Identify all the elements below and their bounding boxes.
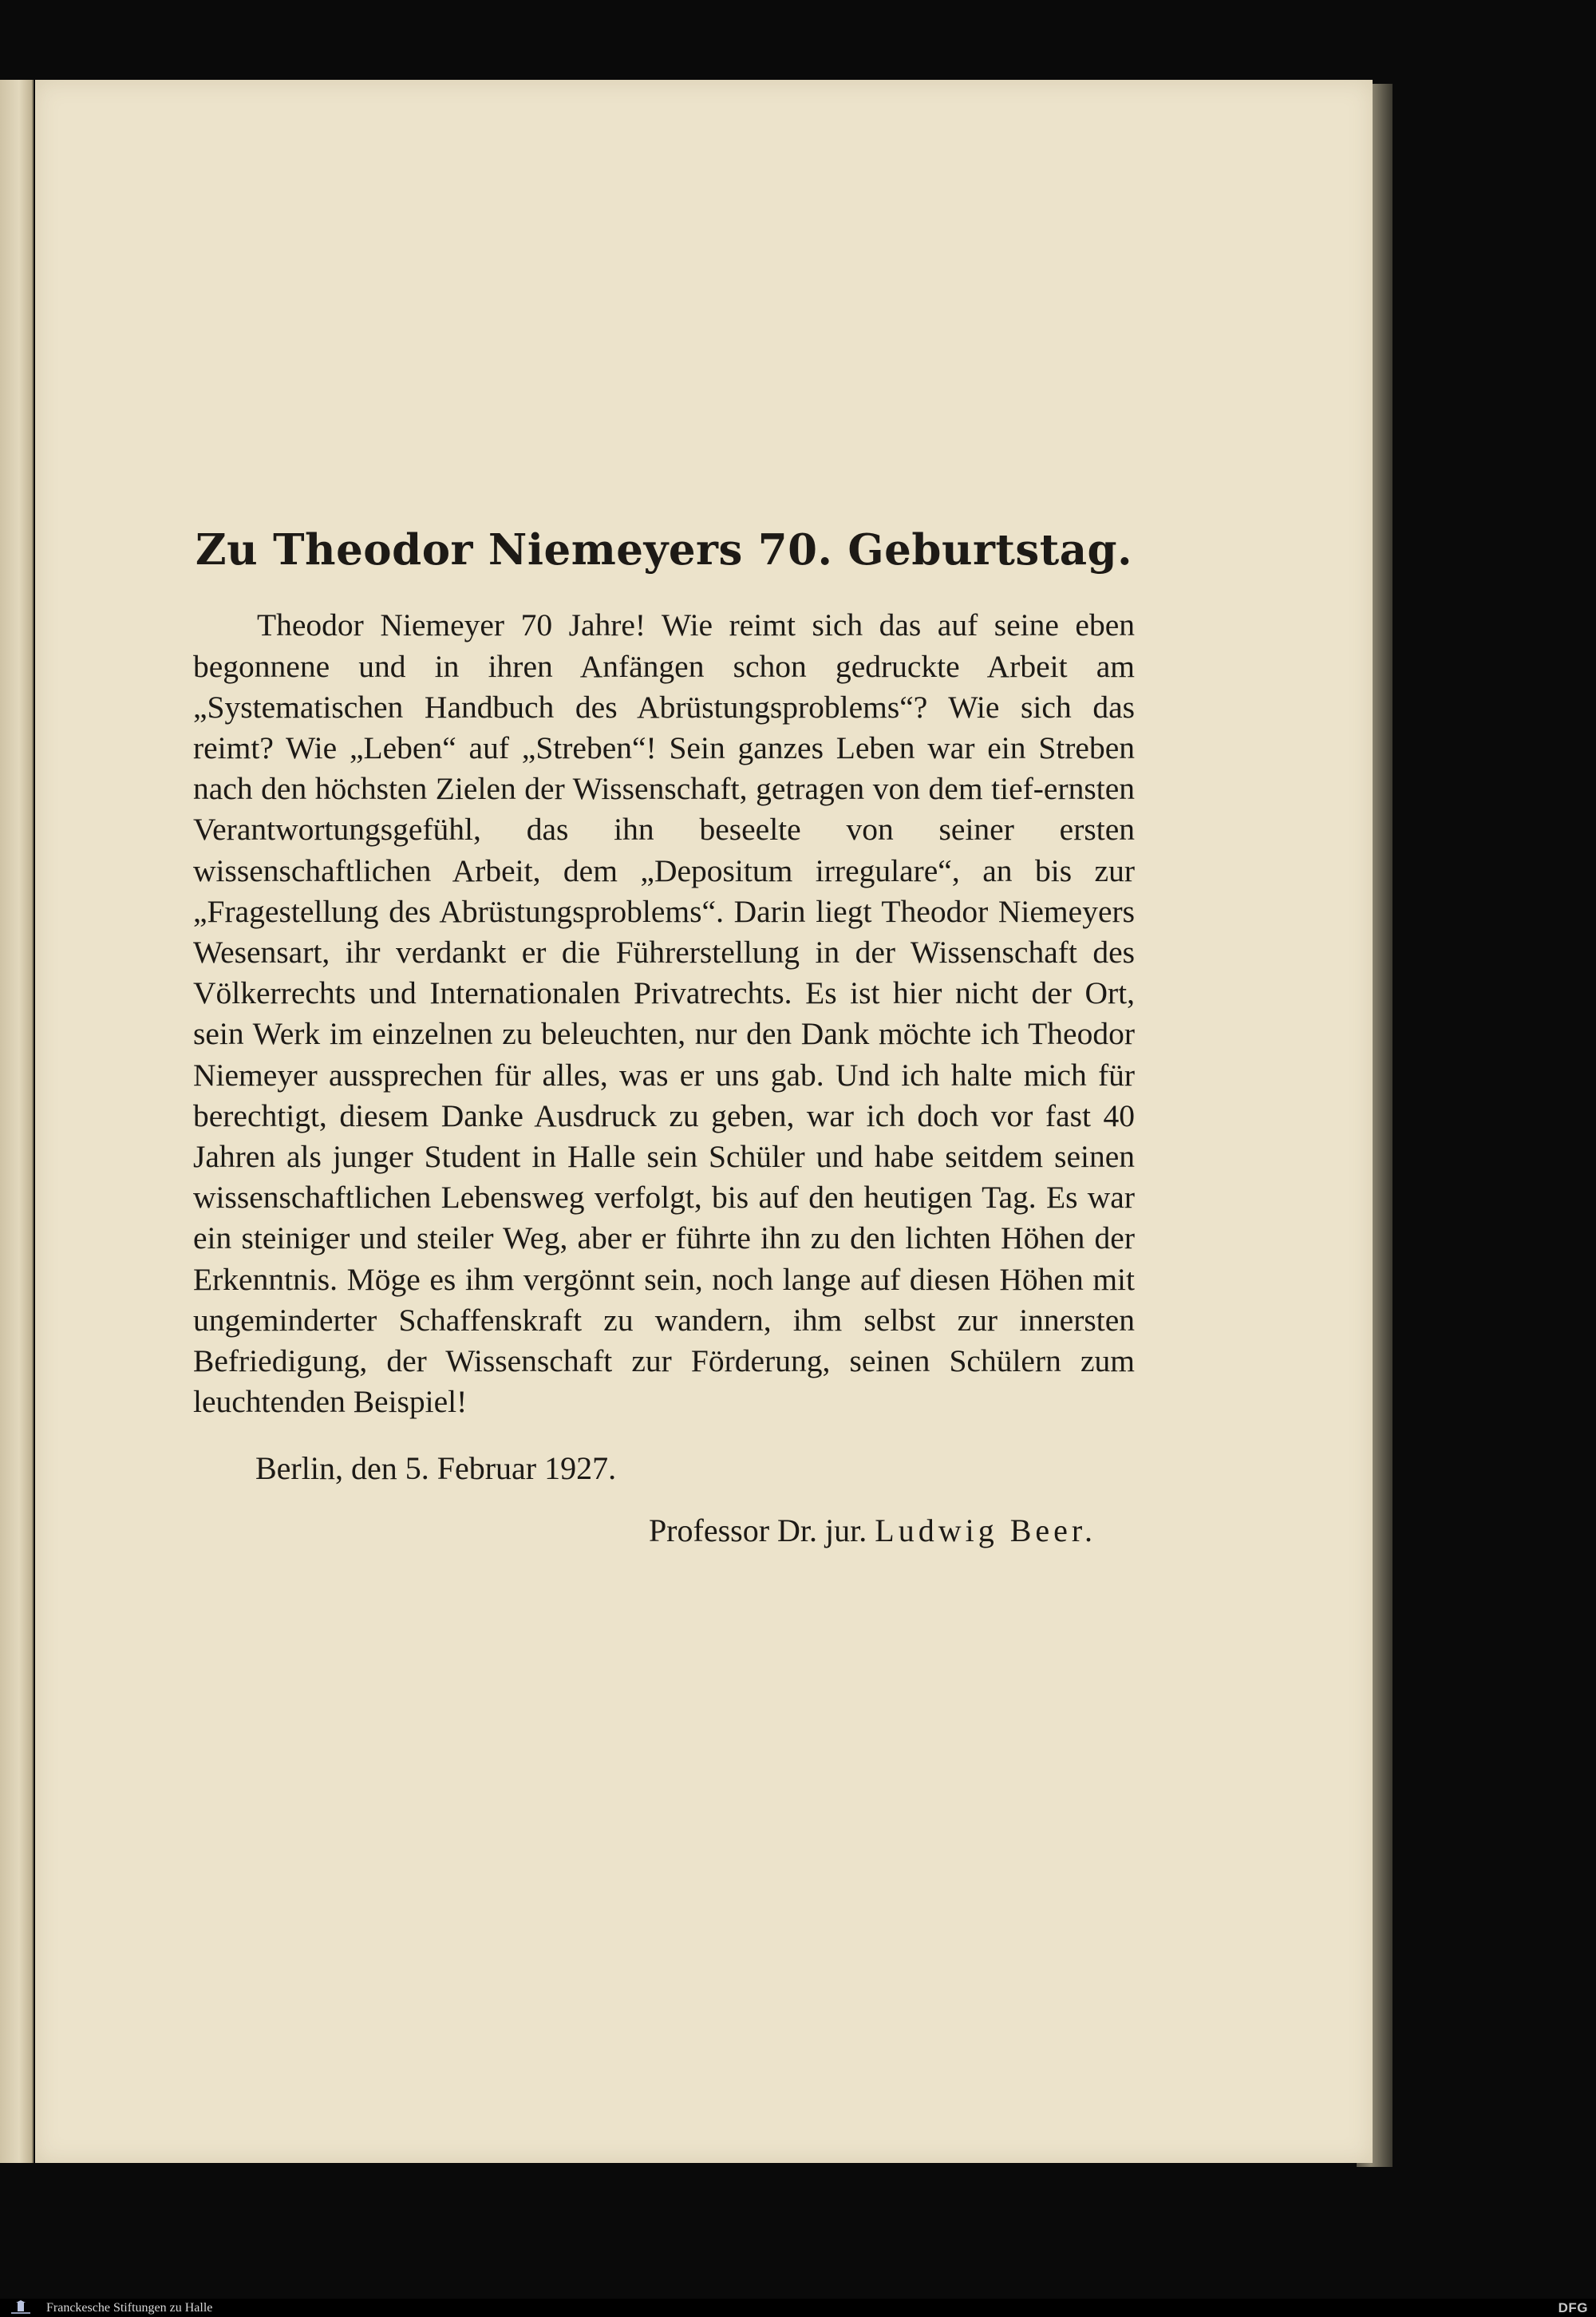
dfg-logo: DFG	[1558, 2300, 1588, 2315]
article-heading: Zu Theodor Niemeyers 70. Geburtstag.	[195, 525, 1133, 575]
signature-title: Professor Dr. jur.	[648, 1512, 867, 1549]
signature-name: Ludwig Beer.	[875, 1512, 1096, 1549]
book-page	[35, 80, 1373, 2163]
left-page-edge	[0, 80, 34, 2163]
footer-institution-name: Franckesche Stiftungen zu Halle	[46, 2301, 213, 2315]
signature-line	[193, 1512, 1096, 1550]
francke-foundation-logo-icon	[5, 2300, 37, 2315]
article-body: Theodor Niemeyer 70 Jahre! Wie reimt sich das auf seine eben begonnene und in ihren Anfängen schon gedruckte Arbeit am „Systematischen Handbuch des Abrüstungsproblems“? Wie sich das reimt? Wie „Leben“ auf „Streben“! Sein ganzes Leben war ein Streben nach den höchsten Zielen der Wissenschaft, getragen von dem tief-ernsten Verantwortungsgefühl, das ihn beseelte von seiner ersten wissenschaftlichen Arbeit, dem „Depositum irregulare“, an bis zur „Fragestellung des Abrüstungsproblems“. Darin liegt Theodor Niemeyers Wesensart, ihr verdankt er die Führerstellung in der Wissenschaft des Völkerrechts und Internationalen Privatrechts. Es ist hier nicht der Ort, sein Werk im einzelnen zu beleuchten, nur den Dank möchte ich Theodor Niemeyer aussprechen für alles, was er uns gab. Und ich halte mich für berechtigt, diesem Danke Ausdruck zu geben, war ich doch vor fast 40 Jahren als junger Student in Halle sein Schüler und habe seitdem seinen wissenschaftlichen Lebensweg verfolgt, bis auf den heutigen Tag. Es war ein steiniger und steiler Weg, aber er führte ihn zu den lichten Höhen der Erkenntnis. Möge es ihm vergönnt sein, noch lange auf diesen Höhen mit ungeminderter Schaffenskraft zu wandern, ihm selbst zur innersten Befriedigung, der Wissenschaft zur Förderung, seinen Schülern zum leuchtenden Beispiel!	[193, 607, 1135, 1420]
place-date-line: Berlin, den 5. Februar 1927.	[255, 1450, 617, 1487]
article	[193, 527, 1135, 1550]
footer-bar	[0, 2299, 1596, 2317]
